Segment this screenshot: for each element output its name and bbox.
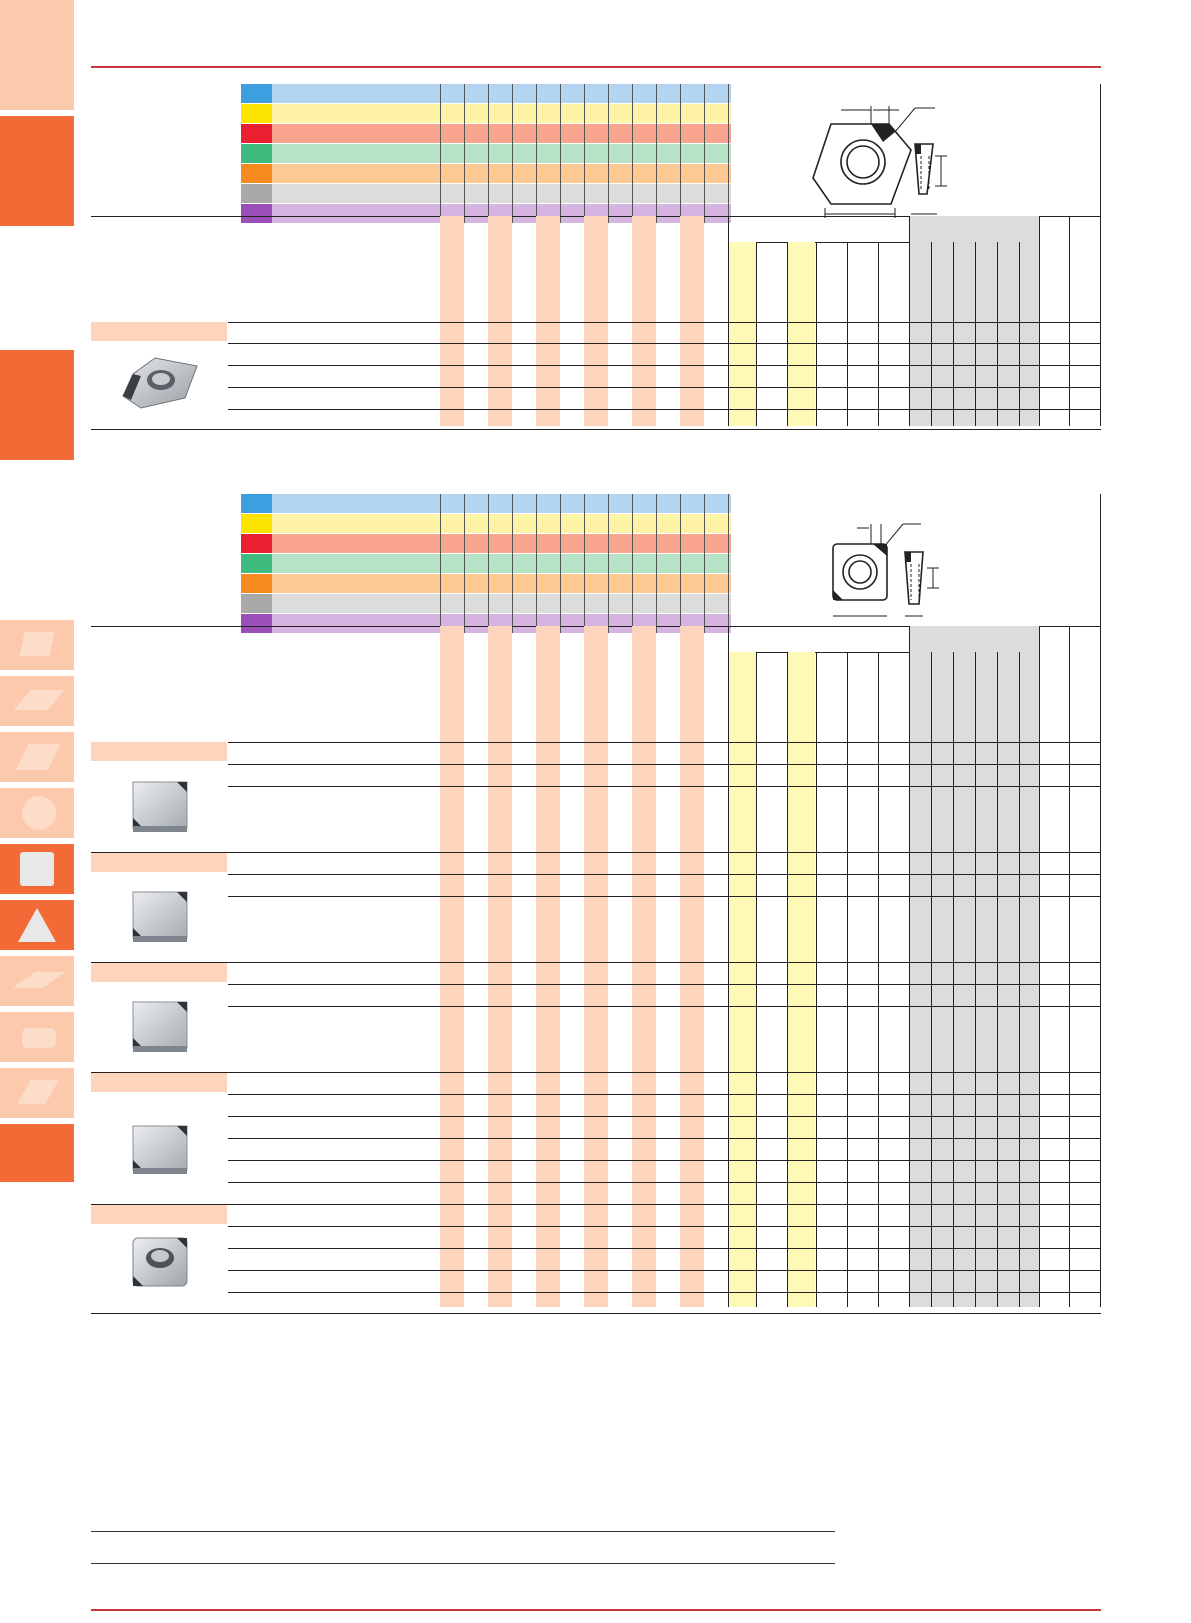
legend-chip-yellow	[241, 514, 272, 533]
sidebar-tab-bottom[interactable]	[0, 1124, 74, 1182]
footnote-rule-2	[91, 1563, 835, 1564]
sidebar-tab-diamond-35[interactable]	[0, 956, 74, 1006]
legend-chip-purple	[241, 204, 272, 223]
legend-chip-green	[241, 144, 272, 163]
legend-chip-purple	[241, 614, 272, 633]
group-header-2	[91, 853, 227, 872]
square-icon	[20, 852, 54, 886]
legend-chip-grey	[241, 184, 272, 203]
legend-bar-blue	[272, 494, 731, 513]
top-rule	[91, 66, 1101, 68]
sidebar-tab-active-1[interactable]	[0, 116, 74, 226]
legend-bar-red	[272, 534, 731, 553]
legend-bar-green	[272, 144, 731, 163]
legend-bar-orange	[272, 164, 731, 183]
square-insert-diagram	[821, 516, 1041, 626]
legend-bar-orange	[272, 574, 731, 593]
sidebar-tab-rhombus[interactable]	[0, 676, 74, 726]
legend-chip-red	[241, 534, 272, 553]
square-insert-photo-3	[131, 1000, 191, 1054]
legend-chip-orange	[241, 164, 272, 183]
group-header-3	[91, 963, 227, 982]
legend-bar-red	[272, 124, 731, 143]
group-header-4	[91, 1073, 227, 1092]
rhombus-80-icon	[16, 744, 60, 770]
group-header-5	[91, 1205, 227, 1224]
square-insert-photo-4	[131, 1124, 191, 1178]
legend-bar-yellow	[272, 514, 731, 533]
legend-chip-red	[241, 124, 272, 143]
triangle-icon	[18, 908, 56, 942]
sidebar-tab-circle[interactable]	[0, 788, 74, 838]
legend-chip-blue	[241, 494, 272, 513]
section-bottom-line	[91, 1313, 1101, 1314]
section-bottom-line	[91, 429, 1101, 430]
diagram-right-border	[1100, 494, 1101, 626]
sidebar-tab-rhombus-80[interactable]	[0, 732, 74, 782]
sidebar-tab-active-2[interactable]	[0, 350, 74, 460]
square-insert-photo-5	[129, 1234, 193, 1294]
legend-chip-orange	[241, 574, 272, 593]
group-header-1	[91, 742, 227, 761]
legend-bar-grey	[272, 184, 731, 203]
legend-bar-green	[272, 554, 731, 573]
sidebar-tab-parallelogram[interactable]	[0, 620, 74, 670]
circle-icon	[22, 796, 56, 830]
sidebar-tab-pentagon[interactable]	[0, 1068, 74, 1118]
diagram-right-border	[1100, 84, 1101, 216]
group-header-1	[91, 322, 227, 341]
sidebar-tab-top[interactable]	[0, 0, 74, 110]
ccgt-section	[91, 84, 1101, 444]
square-insert-photo-2	[131, 890, 191, 944]
legend-chip-blue	[241, 84, 272, 103]
scgt-section	[91, 494, 1101, 1324]
legend-chip-grey	[241, 594, 272, 613]
rhombic-insert-diagram	[811, 102, 1051, 222]
rhombic-insert-photo	[121, 354, 201, 414]
sidebar-tab-triangle[interactable]	[0, 900, 74, 950]
parallelogram-icon	[19, 632, 54, 656]
sidebar-tab-trigon[interactable]	[0, 1012, 74, 1062]
legend-bar-blue	[272, 84, 731, 103]
footnote-rule-1	[91, 1531, 835, 1532]
rhombus-icon	[14, 690, 65, 710]
legend-bar-yellow	[272, 104, 731, 123]
bottom-rule	[91, 1609, 1101, 1611]
legend-chip-yellow	[241, 104, 272, 123]
diamond-35-icon	[13, 972, 66, 988]
trigon-icon	[22, 1028, 56, 1048]
sidebar-tab-square[interactable]	[0, 844, 74, 894]
legend-bar-grey	[272, 594, 731, 613]
legend-chip-green	[241, 554, 272, 573]
square-insert-photo-1	[131, 780, 191, 834]
pentagon-icon	[17, 1080, 59, 1104]
